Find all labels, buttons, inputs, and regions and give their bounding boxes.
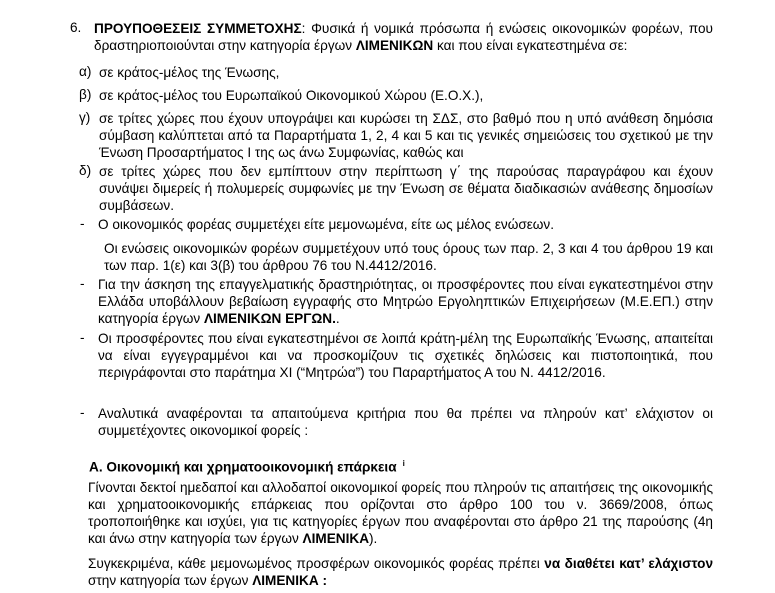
section-number: 6.: [70, 20, 82, 35]
bullet-dash: -: [80, 276, 85, 291]
bullet-dash: -: [80, 330, 85, 345]
bullet-item: Αναλυτικά αναφέρονται τα απαιτούμενα κριτήρια που θα πρέπει να πληρούν κατ’ ελάχιστον οι συμμετέχοντες οικονομικοί φορείς :: [98, 406, 713, 438]
item-label: δ): [79, 163, 92, 178]
section-6-intro: ΠΡΟΥΠΟΘΕΣΕΙΣ ΣΥΜΜΕΤΟΧΗΣ: Φυσικά ή νομικά πρόσωπα ή ενώσεις οικονομικών φορέων, που δραστηριοποιούνται στην κατηγορία έργων ΛΙΜΕΝΙΚΩΝ και που είναι εγκατεστημένα σε:: [94, 21, 713, 53]
bullet-item: Οι προσφέροντες που είναι εγκατεστημένοι σε λοιπά κράτη-μέλη της Ευρωπαϊκής Ένωσης, απαιτείται να είναι εγγεγραμμένοι και να προσκομίζουν τις σχετικές δηλώσεις και πιστοποιητικά, που περιγράφονται στο παράτημα XI (“Μητρώα”) του Παραρτήματος Α του Ν. 4412/2016.: [98, 331, 713, 380]
item-label: β): [79, 87, 92, 102]
list-item: σε τρίτες χώρες που έχουν υπογράψει και κυρώσει τη ΣΔΣ, στο βαθμό που η υπό ανάθεση δημόσια σύμβαση καλύπτεται από τα Παραρτήματα 1, 2, 4 και 5 και τις γενικές σημειώσεις του σχετικού με την Ένωση Προσαρτήματος I της ως άνω Συμφωνίας, καθώς και: [99, 111, 713, 160]
list-item: σε κράτος-μέλος του Ευρωπαϊκού Οικονομικού Χώρου (Ε.Ο.Χ.),: [99, 88, 484, 103]
bullet-dash: -: [80, 405, 85, 420]
section-a-paragraph: Γίνονται δεκτοί ημεδαποί και αλλοδαποί οικονομικοί φορείς που πληρούν τις απαιτήσεις της οικονομικής και χρηματοοικονομικής επάρκειας που ορίζονται στο άρθρο 100 του ν. 3669/2008, όπως τροποποιήθηκε και ισχύει, για τις κατηγορίες έργων που αναφέρονται στο άρθρο 21 της παρούσης (4η και άνω στην κατηγορία των έργων ΛΙΜΕΝΙΚΑ).: [88, 480, 713, 546]
item-label: α): [79, 64, 92, 79]
list-item: σε τρίτες χώρες που δεν εμπίπτουν στην περίπτωση γ΄ της παρούσας παραγράφου και έχουν συνάψει διμερείς ή πολυμερείς συμφωνίες με την Ένωση σε θέματα διαδικασιών ανάθεσης δημοσίων συμβάσεων.: [99, 164, 713, 213]
section-heading: ΠΡΟΥΠΟΘΕΣΕΙΣ ΣΥΜΜΕΤΟΧΗΣ: [94, 21, 302, 36]
bullet-note: Οι ενώσεις οικονομικών φορέων συμμετέχουν υπό τους όρους των παρ. 2, 3 και 4 του άρθρου 19 και των παρ. 1(ε) και 3(β) του άρθρου 76 του Ν.4412/2016.: [104, 241, 713, 273]
bullet-item: Για την άσκηση της επαγγελματικής δραστηριότητας, οι προσφέροντες που είναι εγκατεστημένοι στην Ελλάδα υποβάλλουν βεβαίωση εγγραφής στο Μητρώο Εργοληπτικών Επιχειρήσεων (Μ.Ε.ΕΠ.) στην κατηγορία έργων ΛΙΜΕΝΙΚΩΝ ΕΡΓΩΝ..: [98, 277, 713, 326]
section-a-paragraph: Συγκεκριμένα, κάθε μεμονωμένος προσφέρων οικονομικός φορέας πρέπει να διαθέτει κατ’ ελάχιστον στην κατηγορία των έργων ΛΙΜΕΝΙΚΑ :: [88, 556, 713, 588]
section-a-heading: Α. Οικονομική και χρηματοοικονομική επάρκεια $^i$: [89, 459, 405, 475]
footnote-mark: i: [402, 459, 405, 468]
bullet-item: Ο οικονομικός φορέας συμμετέχει είτε μεμονωμένα, είτε ως μέλος ενώσεων.: [98, 217, 554, 232]
bullet-dash: -: [80, 216, 85, 231]
list-item: σε κράτος-μέλος της Ένωσης,: [99, 65, 280, 80]
item-label: γ): [79, 110, 91, 125]
